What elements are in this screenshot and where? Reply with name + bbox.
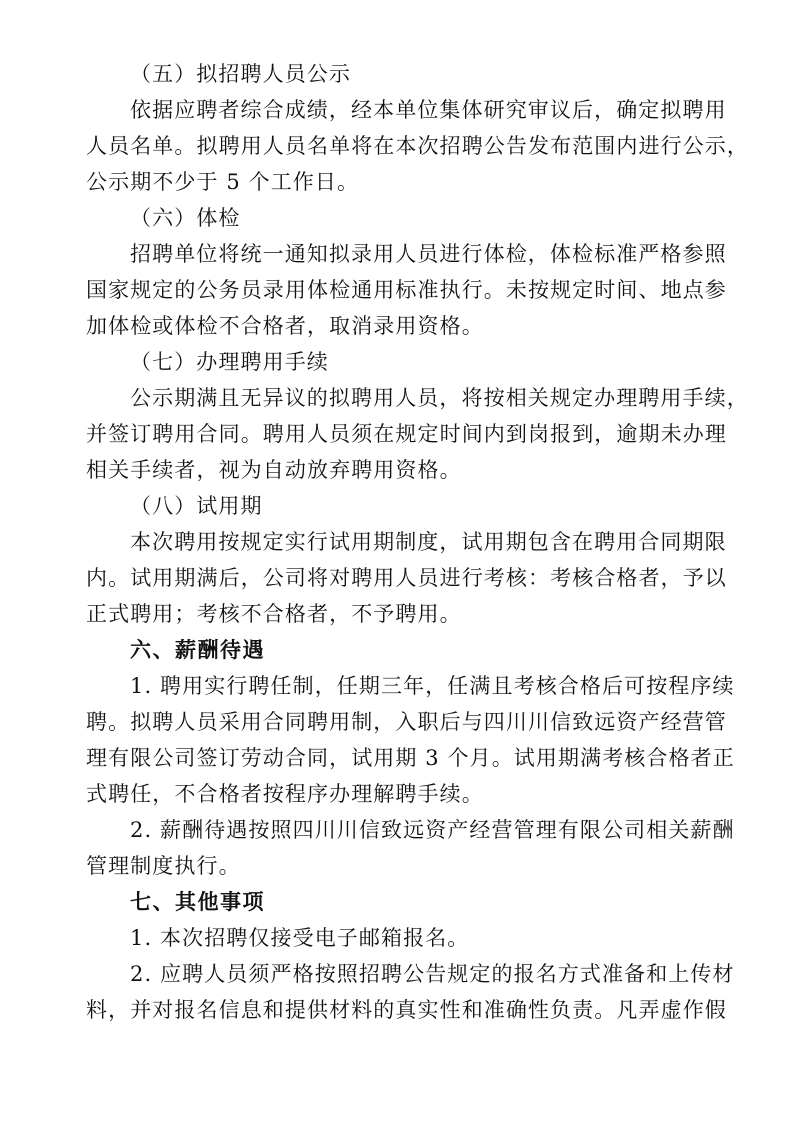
paragraph-line: 公示期满且无异议的拟聘用人员，将按相关规定办理聘用手续， <box>130 386 749 410</box>
paragraph-line: 加体检或体检不合格者，取消录用资格。 <box>86 314 484 338</box>
subsection-heading-5: （五）拟招聘人员公示 <box>130 62 351 86</box>
paragraph-line: 本次聘用按规定实行试用期制度，试用期包含在聘用合同期限 <box>130 530 727 554</box>
paragraph-line: 招聘单位将统一通知拟录用人员进行体检，体检标准严格参照 <box>130 242 727 266</box>
paragraph-line: 内。试用期满后，公司将对聘用人员进行考核：考核合格者，予以 <box>86 566 727 590</box>
subsection-heading-7: （七）办理聘用手续 <box>130 350 329 374</box>
paragraph-line: 式聘任，不合格者按程序办理解聘手续。 <box>86 782 484 806</box>
paragraph-line: 料，并对报名信息和提供材料的真实性和准确性负责。凡弄虚作假 <box>86 998 727 1022</box>
paragraph-line: 国家规定的公务员录用体检通用标准执行。未按规定时间、地点参 <box>86 278 727 302</box>
section-heading-salary: 六、薪酬待遇 <box>130 638 265 662</box>
paragraph-line: 理有限公司签订劳动合同，试用期 3 个月。试用期满考核合格者正 <box>86 746 735 770</box>
paragraph-line: 并签订聘用合同。聘用人员须在规定时间内到岗报到，逾期未办理 <box>86 422 727 446</box>
subsection-heading-6: （六）体检 <box>130 206 241 230</box>
paragraph-line: 2. 应聘人员须严格按照招聘公告规定的报名方式准备和上传材 <box>130 962 735 986</box>
paragraph-line: 正式聘用；考核不合格者，不予聘用。 <box>86 602 462 626</box>
paragraph-line: 公示期不少于 5 个工作日。 <box>86 170 360 194</box>
paragraph-line: 2. 薪酬待遇按照四川川信致远资产经营管理有限公司相关薪酬 <box>130 818 735 842</box>
paragraph-line: 管理制度执行。 <box>86 854 241 878</box>
paragraph-line: 1. 本次招聘仅接受电子邮箱报名。 <box>130 926 470 950</box>
paragraph-line: 聘。拟聘人员采用合同聘用制，入职后与四川川信致远资产经营管 <box>86 710 727 734</box>
section-heading-other: 七、其他事项 <box>130 890 265 914</box>
paragraph-line: 依据应聘者综合成绩，经本单位集体研究审议后，确定拟聘用 <box>130 98 727 122</box>
document-page <box>86 56 749 1028</box>
paragraph-line: 相关手续者，视为自动放弃聘用资格。 <box>86 458 462 482</box>
paragraph-line: 人员名单。拟聘用人员名单将在本次招聘公告发布范围内进行公示， <box>86 134 749 158</box>
paragraph-line: 1. 聘用实行聘任制，任期三年，任满且考核合格后可按程序续 <box>130 674 735 698</box>
subsection-heading-8: （八）试用期 <box>130 494 263 518</box>
